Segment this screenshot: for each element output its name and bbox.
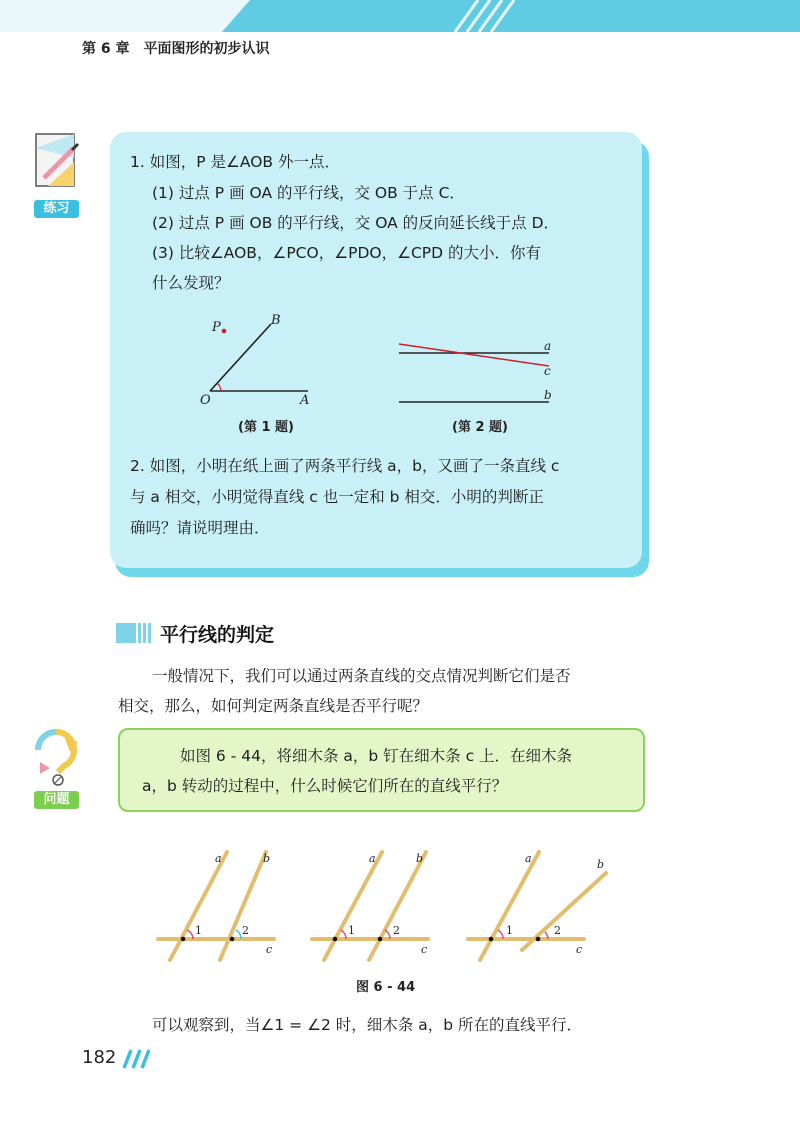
label-a: a [369,852,376,865]
exercise-q1-part3-cont: 什么发现？ [152,274,230,292]
header-band [0,0,800,32]
label-P: P [212,320,221,335]
label-angle-1: 1 [506,924,513,937]
exercise-badge: 练习 [34,200,79,218]
label-angle-2: 2 [393,924,400,937]
question-badge: 问题 [34,791,79,809]
figure-panel-1 [158,852,274,960]
figure-2-caption: (第 2 题) [452,420,508,435]
angle-AOB-mark [217,383,221,391]
label-angle-1: 1 [195,924,202,937]
label-c: c [266,943,273,956]
label-b: b [263,852,271,865]
figure-2 [395,336,565,406]
label-O: O [200,393,211,408]
figure-6-44-caption: 图 6 - 44 [356,980,416,995]
question-line1: 如图 6 - 44，将细木条 a，b 钉在细木条 c 上．在细木条 [180,747,573,765]
stick-b [369,852,426,960]
exercise-q1-part2: (2) 过点 P 画 OB 的平行线，交 OA 的反向延长线于点 D． [152,214,560,232]
label-angle-2: 2 [554,924,561,937]
exercise-q1-part1: (1) 过点 P 画 OA 的平行线，交 OB 于点 C． [152,184,465,202]
question-icon [30,728,82,790]
label-c: c [544,364,551,378]
exercise-q1: 1. 如图，P 是∠AOB 外一点． [130,153,340,171]
exercise-q2-line3: 确吗？请说明理由． [130,519,270,537]
chapter-title: 第 6 章 平面图形的初步认识 [82,41,270,57]
label-a: a [544,339,552,353]
line-c [399,344,549,366]
figure-1-caption: (第 1 题) [238,420,294,435]
intro-line2: 相交，那么，如何判定两条直线是否平行呢？ [118,697,429,715]
label-c: c [421,943,428,956]
label-b: b [544,388,552,402]
nail-2 [378,937,383,942]
section-title: 平行线的判定 [160,624,275,646]
page-number: 182 [82,1047,117,1068]
nail-1 [333,937,338,942]
stick-a [170,852,227,960]
label-a: a [215,852,222,865]
stick-b [220,852,266,960]
label-c: c [576,943,583,956]
label-B: B [271,313,281,328]
label-A: A [300,393,310,408]
figure-6-44 [150,842,630,962]
figure-panel-3 [468,852,606,960]
exercise-q1-part3: (3) 比较∠AOB，∠PCO，∠PDO，∠CPD 的大小．你有 [152,244,542,262]
label-angle-1: 1 [348,924,355,937]
nail-2 [536,937,541,942]
conclusion-text: 可以观察到，当∠1 = ∠2 时，细木条 a，b 所在的直线平行． [152,1016,582,1034]
label-b: b [416,852,424,865]
label-a: a [525,852,532,865]
point-P [222,329,227,334]
question-line2: a，b 转动的过程中，什么时候它们所在的直线平行？ [142,777,508,795]
figure-panel-2 [312,852,428,960]
exercise-icon [30,128,85,190]
nail-1 [489,937,494,942]
exercise-q2-line2: 与 a 相交，小明觉得直线 c 也一定和 b 相交．小明的判断正 [130,488,544,506]
page-number-decoration [120,1049,154,1069]
exercise-q2-line1: 2. 如图，小明在纸上画了两条平行线 a，b，又画了一条直线 c [130,457,560,475]
nail-1 [181,937,186,942]
intro-line1: 一般情况下，我们可以通过两条直线的交点情况判断它们是否 [152,667,571,685]
stick-a [324,852,382,960]
label-angle-2: 2 [242,924,249,937]
nail-2 [230,937,235,942]
question-box [118,728,645,812]
label-b: b [597,858,605,871]
figure-1 [195,310,325,410]
section-heading-bar [116,623,152,643]
